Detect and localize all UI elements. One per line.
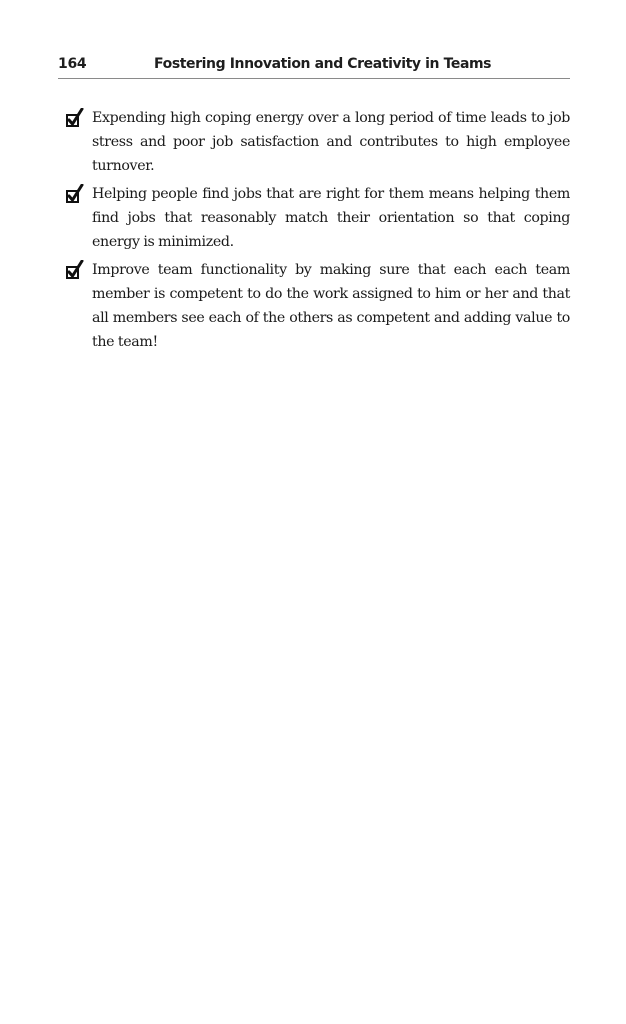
bullet-item <box>66 258 570 354</box>
bullet-text: Expending high coping energy over a long period of time leads to job stress and poor job satisfaction and contributes to high employee turnover. <box>92 110 570 174</box>
bullet-text: Improve team functionality by making sure that each each team member is competent to do the work assigned to him or her and that all members see each of the others as competent and adding value to the team! <box>92 262 570 350</box>
checkbox-check-icon <box>66 108 84 128</box>
running-title: Fostering Innovation and Creativity in Teams <box>154 56 492 72</box>
bullet-text: Helping people find jobs that are right for them means helping them find jobs that reasonably match their orientation so that coping energy is minimized. <box>92 186 570 250</box>
checkbox-check-icon <box>66 184 84 204</box>
bullet-item <box>66 182 570 254</box>
page-number: 164 <box>58 56 87 72</box>
running-head <box>58 54 570 79</box>
bullet-item <box>66 106 570 178</box>
checkbox-check-icon <box>66 260 84 280</box>
bullet-list <box>66 106 570 358</box>
